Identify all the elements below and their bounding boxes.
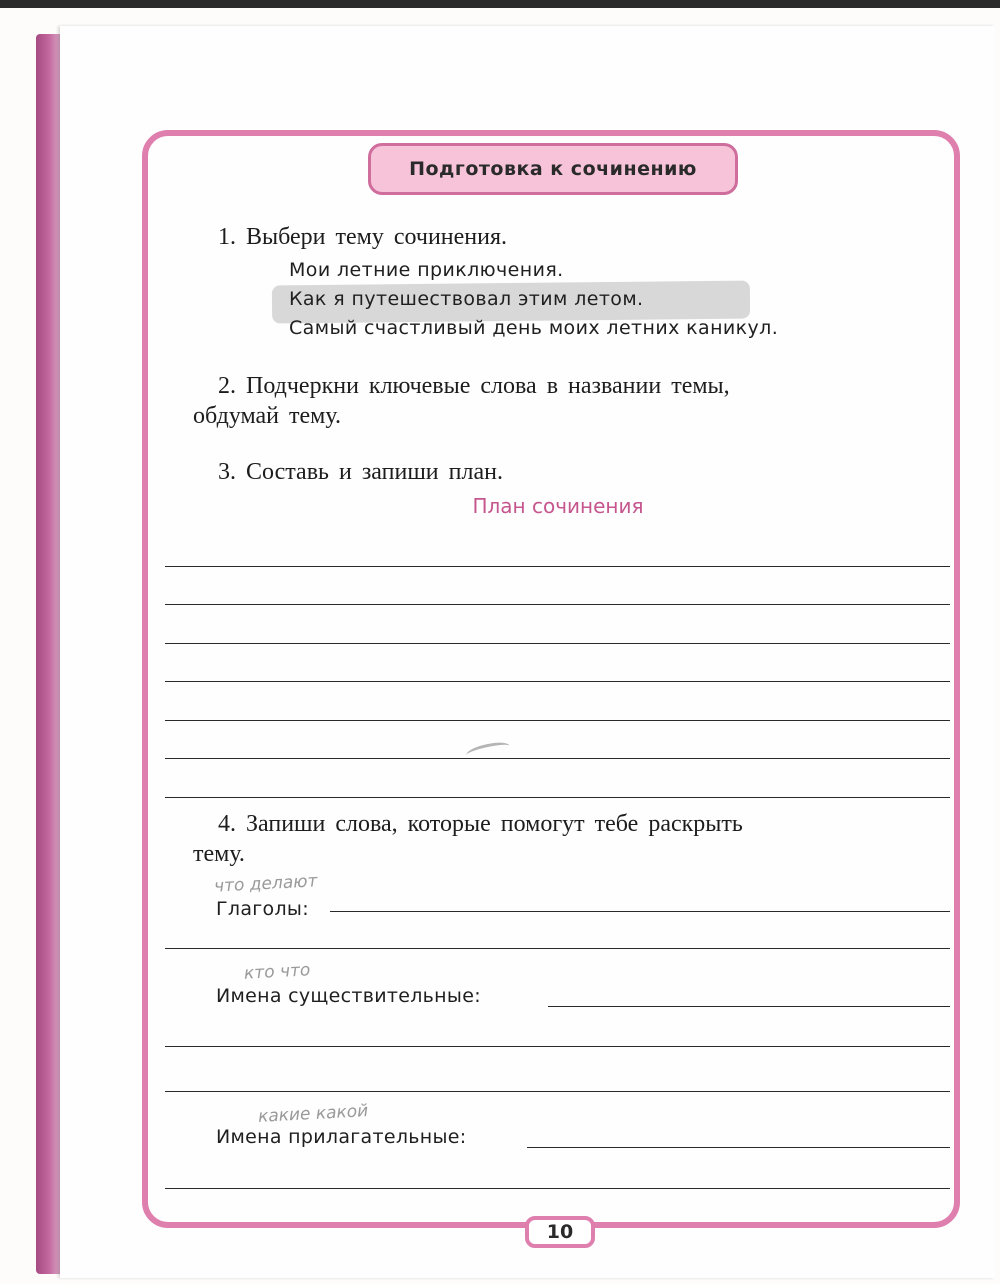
plan-line[interactable] [165,681,950,682]
verbs-answer-line[interactable] [165,948,950,949]
topic-1: Мои летние приключения. [289,259,564,281]
nouns-answer-line[interactable] [165,1091,950,1092]
plan-line[interactable] [165,720,950,721]
topic-3: Самый счастливый день моих летних каникул. [289,317,779,339]
plan-line[interactable] [165,604,950,605]
page-title: Подготовка к сочинению [368,143,738,195]
plan-line[interactable] [165,643,950,644]
task-4-line-1: 4. Запиши слова, которые помогут тебе раскрыть [218,811,743,837]
plan-line[interactable] [165,758,950,759]
task-3-prompt: 3. Составь и запиши план. [218,459,503,485]
handwritten-nouns-hint: кто что [243,960,311,984]
adjectives-answer-line[interactable] [165,1188,950,1189]
adjectives-label: Имена прилагательные: [216,1126,467,1148]
handwritten-adjectives-hint: какие какой [257,1101,369,1127]
plan-line[interactable] [165,797,950,798]
nouns-answer-line[interactable] [165,1046,950,1047]
plan-title: План сочинения [472,494,644,518]
task-4-line-2: тему. [193,841,245,867]
plan-line[interactable] [165,566,950,567]
handwritten-verbs-hint: что делают [213,871,318,897]
scan-top-edge [0,0,1000,8]
nouns-label: Имена существительные: [216,985,481,1007]
task-2-line-1: 2. Подчеркни ключевые слова в названии темы, [218,373,730,399]
task-1-prompt: 1. Выбери тему сочинения. [218,224,508,250]
verbs-answer-line[interactable] [330,911,950,912]
verbs-label: Глаголы: [216,898,309,920]
topic-2: Как я путешествовал этим летом. [289,288,644,310]
nouns-answer-line[interactable] [548,1006,950,1007]
page-number: 10 [525,1216,595,1248]
task-2-line-2: обдумай тему. [193,403,341,429]
adjectives-answer-line[interactable] [527,1147,950,1148]
